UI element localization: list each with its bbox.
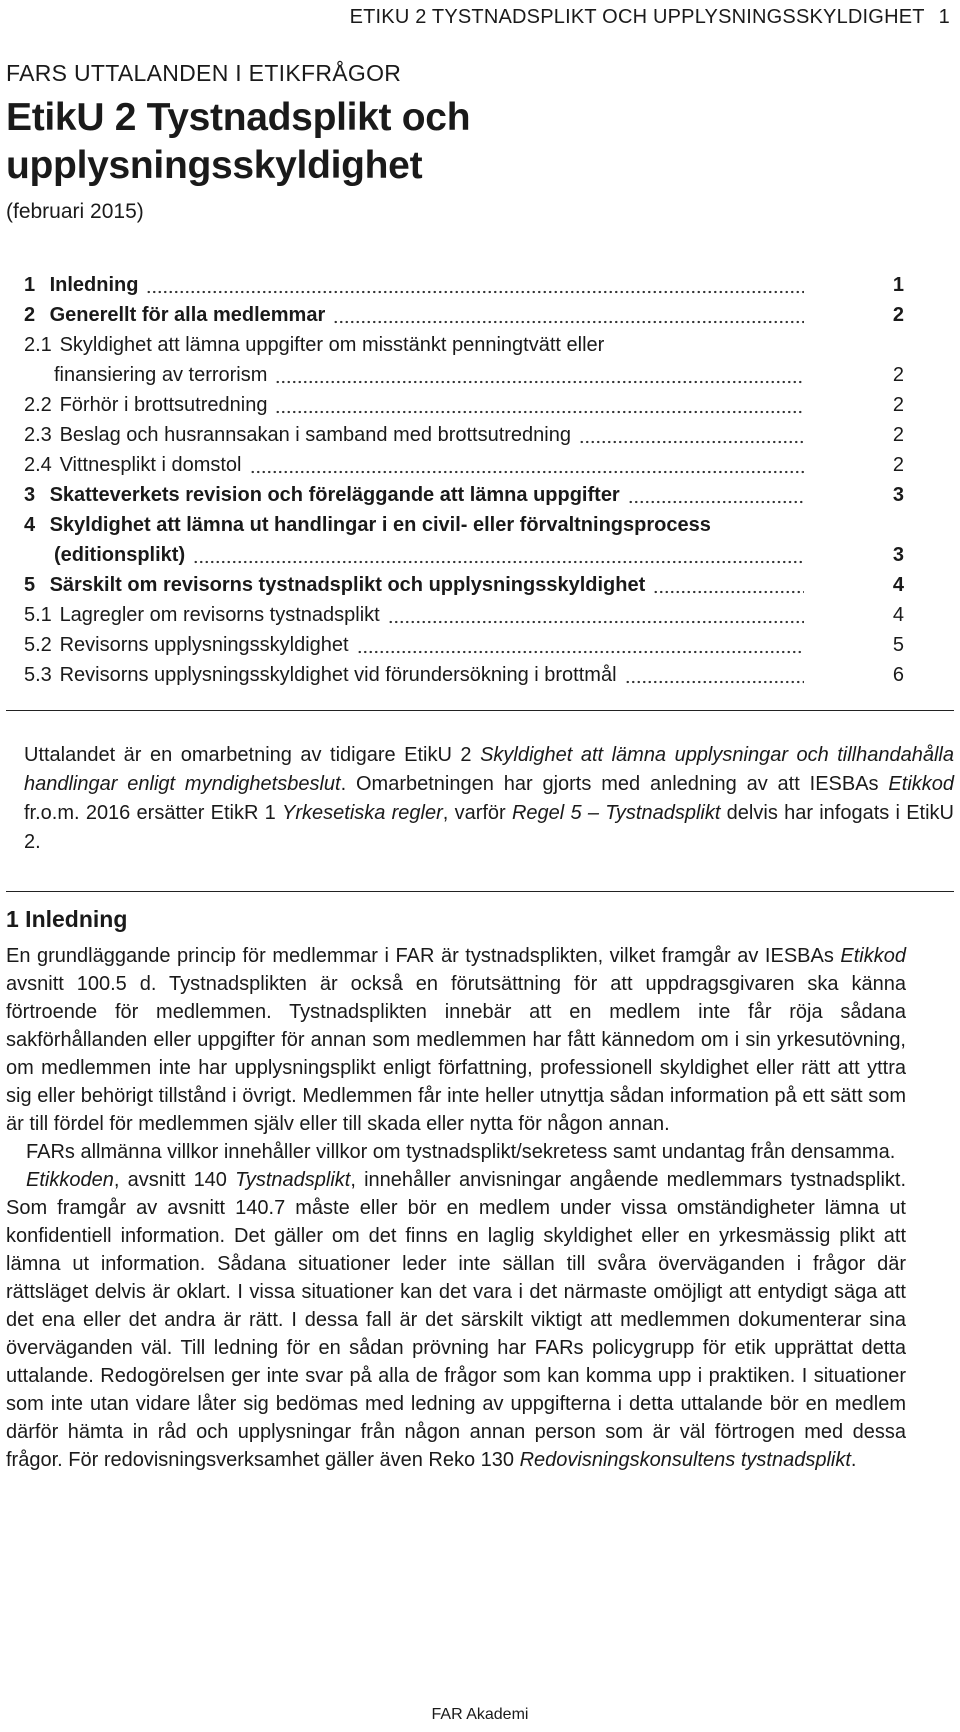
toc-entry[interactable]: [24, 510, 904, 570]
toc-entry[interactable]: [24, 660, 904, 690]
toc-entry-text: Särskilt om revisorns tystnadsplikt och upplysningsskyldighet: [49, 574, 646, 596]
paragraph-italic: Etikkoden: [26, 1169, 114, 1191]
paragraph-italic: Etikkod: [840, 945, 906, 967]
toc-entry-continuation: finansiering av terrorism: [54, 364, 268, 386]
toc-entry-number: 5.3: [24, 664, 52, 686]
series-kicker: FARS UTTALANDEN I ETIKFRÅGOR: [6, 60, 402, 86]
title-line-1: EtikU 2 Tystnadsplikt och: [6, 96, 471, 139]
intro-text: , varför: [442, 802, 512, 824]
toc-entry-title: [24, 510, 904, 540]
toc-entry-number: 4: [24, 514, 36, 536]
paragraph-text: En grundläggande princip för medlemmar i FAR är tystnadsplikten, vilket framgår av IESBAs: [6, 945, 841, 967]
toc-entry-text: Lagregler om revisorns tystnadsplikt: [59, 604, 380, 626]
intro-text: fr.o.m. 2016 ersätter EtikR 1: [24, 802, 283, 824]
running-header: [350, 6, 950, 29]
toc-entry-title: [24, 300, 904, 330]
toc-entry-number: 2.2: [24, 394, 52, 416]
section-heading: 1 Inledning: [6, 906, 128, 932]
toc-entry-text: Inledning: [49, 274, 139, 296]
toc-dot-leader: [628, 500, 804, 504]
document-date: (februari 2015): [6, 200, 144, 223]
toc-page-number: 2: [892, 394, 904, 416]
running-title: ETIKU 2 TYSTNADSPLIKT OCH UPPLYSNINGSSKYLDIGHET: [349, 6, 925, 28]
toc-entry-number: 3: [24, 484, 36, 506]
toc-entry-title: [24, 660, 904, 690]
toc-page-number: 2: [892, 424, 904, 446]
toc-entry-text: Förhör i brottsutredning: [59, 394, 268, 416]
paragraph-italic: Tystnadsplikt: [235, 1169, 351, 1191]
toc-dot-leader: [653, 590, 804, 594]
paragraph-text: .: [850, 1449, 857, 1471]
toc-entry-text: Beslag och husrannsakan i samband med brottsutredning: [59, 424, 571, 446]
toc-entry[interactable]: [24, 390, 904, 420]
toc-page-number: 5: [892, 634, 904, 656]
toc-entry-title: [24, 390, 904, 420]
toc-dot-leader: [579, 440, 804, 444]
paragraph: [6, 942, 906, 1138]
intro-italic: Regel 5 – Tystnadsplikt: [511, 802, 721, 824]
toc-entry[interactable]: [24, 600, 904, 630]
toc-entry[interactable]: [24, 420, 904, 450]
table-of-contents: [24, 270, 904, 690]
toc-dot-leader: [275, 380, 804, 384]
paragraph: FARs allmänna villkor innehåller villkor om tystnadsplikt/sekretess samt undantag från densamma.: [26, 1141, 896, 1163]
toc-entry-title: [24, 330, 904, 360]
intro-italic: Etikkod: [888, 773, 955, 795]
toc-dot-leader: [388, 620, 804, 624]
toc-entry-title: [24, 270, 904, 300]
toc-page-number: 3: [892, 484, 904, 506]
title-line-2: upplysningsskyldighet: [6, 144, 423, 187]
toc-entry-text: Skyldighet att lämna ut handlingar i en civil- eller förvaltningsprocess: [49, 514, 711, 536]
toc-entry-text: Revisorns upplysningsskyldighet: [59, 634, 349, 656]
toc-entry-title: [24, 450, 904, 480]
toc-page-number: 2: [892, 454, 904, 476]
paragraph-text: avsnitt 100.5 d. Tystnadsplikten är också en förutsättning för att uppdragsgivaren ska känna förtroende för medlemmen. Tystnadsplikten innebär att en medlem inte får röja sådana sakförhållanden eller uppgifter för annan som medlemmen har fått kännedom om i sin yrkesutövning, om medlemmen inte har upplysningsplikt enligt författning, professionell skyldighet eller rätt att yttra sig eller behörigt tillstånd i övrigt. Medlemmen får inte heller utnyttja sådan information på ett sätt som är till fördel för medlemmen själv eller till skada eller nytta för någon annan.: [6, 973, 906, 1135]
toc-entry[interactable]: [24, 630, 904, 660]
intro-italic: Yrkesetiska regler: [282, 802, 443, 824]
toc-dot-leader: [193, 560, 804, 564]
toc-page-number: 4: [892, 574, 904, 596]
section-body: [6, 942, 906, 1474]
intro-note: [6, 710, 954, 892]
footer: FAR Akademi: [431, 1706, 529, 1723]
toc-dot-leader: [146, 290, 804, 294]
toc-entry-continuation: (editionsplikt): [54, 544, 186, 566]
toc-entry[interactable]: [24, 570, 904, 600]
toc-dot-leader: [625, 680, 804, 684]
toc-entry[interactable]: [24, 450, 904, 480]
toc-page-number: 6: [892, 664, 904, 686]
paragraph-italic: Redovisningskonsultens tystnadsplikt: [519, 1449, 851, 1471]
paragraph-text: , avsnitt 140: [113, 1169, 236, 1191]
toc-entry-number: 2.1: [24, 334, 52, 356]
toc-dot-leader: [275, 410, 804, 414]
paragraph: [6, 1166, 906, 1474]
toc-page-number: 1: [892, 274, 904, 296]
toc-page-number: 3: [892, 544, 904, 566]
toc-entry-title: [24, 600, 904, 630]
page-number: 1: [938, 6, 950, 28]
toc-dot-leader: [357, 650, 804, 654]
toc-entry-number: 5.2: [24, 634, 52, 656]
toc-entry-text: Generellt för alla medlemmar: [49, 304, 326, 326]
toc-entry-number: 2: [24, 304, 36, 326]
toc-entry-number: 5.1: [24, 604, 52, 626]
toc-entry[interactable]: [24, 300, 904, 330]
paragraph-text: , innehåller anvisningar angående medlemmars tystnadsplikt. Som framgår av avsnitt 140.7 måste eller bör en medlem under vissa omständigheter lämna ut konfidentiell information. Det gäller om det finns en laglig skyldighet eller en yrkesmässig plikt att lämna ut information. Sådana situationer leder inte sällan till svåra överväganden i frågor där rättsläget delvis är oklart. I vissa situationer kan det vara i det närmaste omöjligt att entydigt säga att det ena eller det andra är rätt. I dessa fall är det särskilt viktigt att medlemmen dokumenterar sina överväganden väl. Till ledning för en sådan prövning har FARs policygrupp för etik upprättat detta uttalande. Redogörelsen ger inte svar på alla de frågor som kan komma upp i praktiken. I situationer som inte utan vidare låter sig bedömas med ledning av uppgifterna i detta uttalande bör en medlem därför hämta in råd och upplysningar från någon annan person som är väl förtrogen med dessa frågor. För redovisningsverksamhet gäller även Reko 130: [6, 1169, 906, 1471]
toc-entry-number: 1: [24, 274, 36, 296]
toc-page-number: 2: [892, 364, 904, 386]
toc-page-number: 2: [892, 304, 904, 326]
intro-text: delvis har infogats i EtikU 2.: [24, 802, 954, 853]
intro-text: . Omarbetningen har gjorts med anledning av att IESBAs: [340, 773, 889, 795]
toc-entry-text: Vittnesplikt i domstol: [59, 454, 242, 476]
toc-entry-text: Skyldighet att lämna uppgifter om misstänkt penningtvätt eller: [59, 334, 605, 356]
toc-dot-leader: [333, 320, 804, 324]
toc-entry-number: 2.3: [24, 424, 52, 446]
intro-text: Uttalandet är en omarbetning av tidigare EtikU 2: [24, 744, 481, 766]
document-title: [6, 94, 470, 190]
toc-entry-number: 5: [24, 574, 36, 596]
toc-page-number: 4: [892, 604, 904, 626]
toc-entry-text: Revisorns upplysningsskyldighet vid förundersökning i brottmål: [59, 664, 617, 686]
toc-entry[interactable]: [24, 480, 904, 510]
intro-italic: Skyldighet att lämna upplysningar och tillhandahålla handlingar enligt myndighetsbeslut: [24, 744, 954, 795]
toc-entry-text: Skatteverkets revision och föreläggande att lämna uppgifter: [49, 484, 620, 506]
toc-entry-number: 2.4: [24, 454, 52, 476]
toc-entry[interactable]: [24, 330, 904, 390]
toc-entry[interactable]: [24, 270, 904, 300]
toc-entry-title: [24, 570, 904, 600]
toc-entry-title: [24, 480, 904, 510]
toc-entry-title: [24, 420, 904, 450]
toc-dot-leader: [250, 470, 805, 474]
toc-entry-title: [24, 630, 904, 660]
